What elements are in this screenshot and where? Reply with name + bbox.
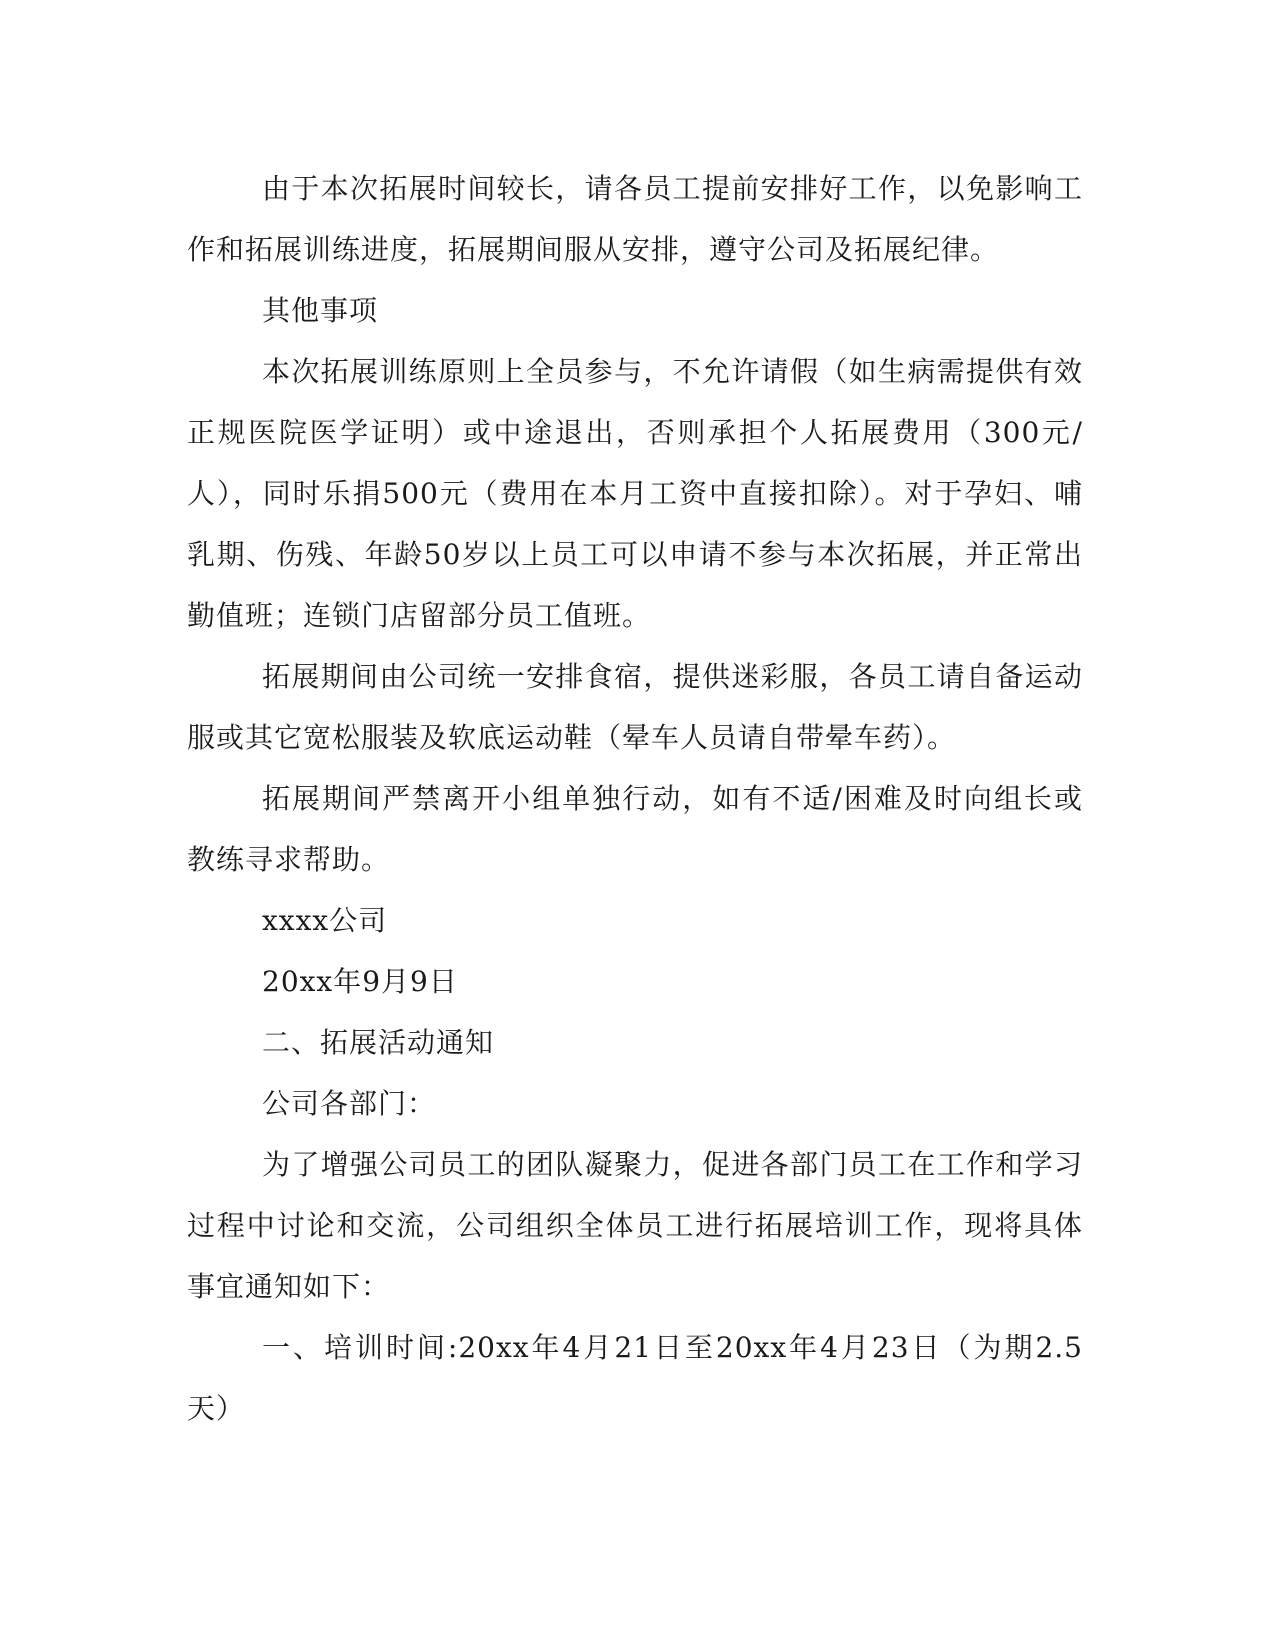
paragraph-safety: 拓展期间严禁离开小组单独行动，如有不适/困难及时向组长或教练寻求帮助。: [187, 782, 1083, 876]
section-heading-notice: 二、拓展活动通知: [262, 1026, 495, 1059]
paragraph-attendance-policy: 本次拓展训练原则上全员参与，不允许请假（如生病需提供有效正规医院医学证明）或中途退出，否则承担个人拓展费用（300元/人），同时乐捐500元（费用在本月工资中直接扣除）。对于孕妇、哺乳期、伤残、年龄50岁以上员工可以申请不参与本次拓展，并正常出勤值班；连锁门店留部分员工值班。: [187, 355, 1083, 632]
paragraph-other-matters-heading: 其他事项: [262, 294, 379, 327]
signature-date: 20xx年9月9日: [262, 965, 458, 998]
paragraph-lodging-clothing: 拓展期间由公司统一安排食宿，提供迷彩服，各员工请自备运动服或其它宽松服装及软底运动鞋（晕车人员请自带晕车药）。: [187, 660, 1083, 754]
signature-company: xxxx公司: [262, 904, 388, 937]
salutation: 公司各部门：: [262, 1087, 437, 1120]
paragraph-training-time: 一、培训时间:20xx年4月21日至20xx年4月23日（为期2.5天）: [187, 1331, 1083, 1425]
paragraph-work-arrangement: 由于本次拓展时间较长，请各员工提前安排好工作，以免影响工作和拓展训练进度，拓展期间服从安排，遵守公司及拓展纪律。: [187, 172, 1083, 266]
document-body: [187, 158, 1083, 1439]
paragraph-purpose: 为了增强公司员工的团队凝聚力，促进各部门员工在工作和学习过程中讨论和交流，公司组织全体员工进行拓展培训工作，现将具体事宜通知如下：: [187, 1148, 1083, 1303]
